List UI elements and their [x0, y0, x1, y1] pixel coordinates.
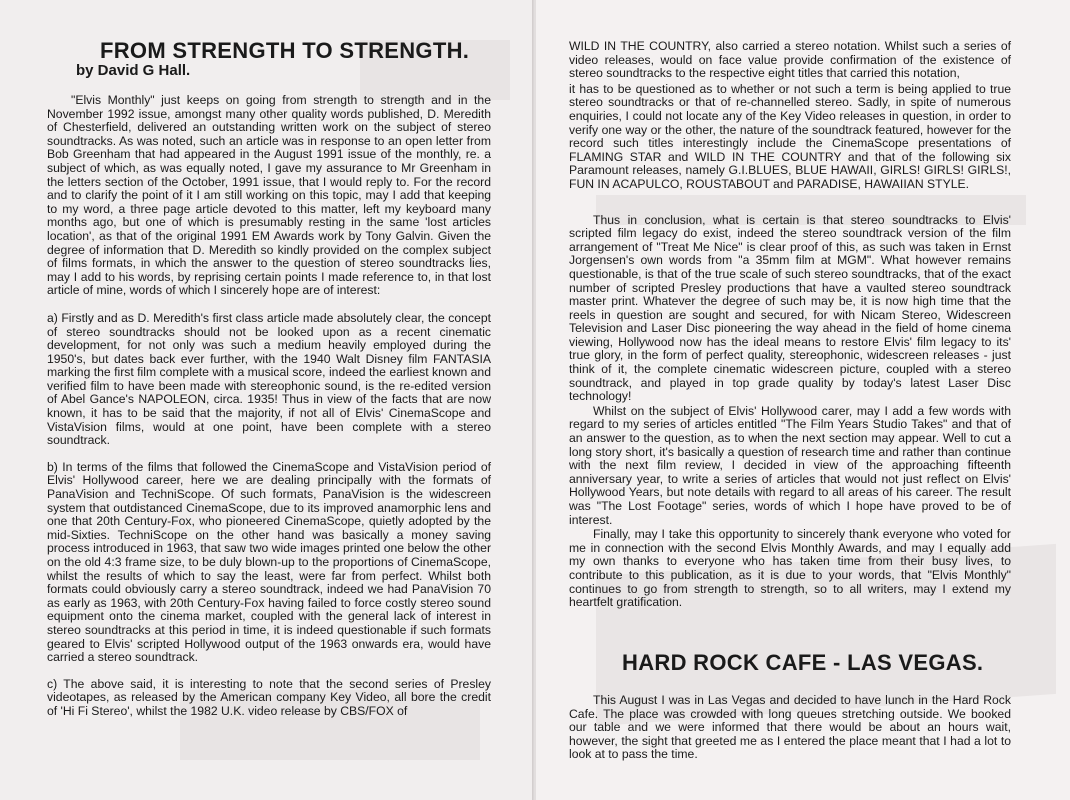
hard-rock-cafe-text — [569, 694, 1011, 775]
left-page — [0, 0, 534, 800]
paragraph: WILD IN THE COUNTRY, also carried a stereo notation. Whilst such a series of video releases, would on face value provide confirmation of the existence of stereo soundtracks to the respective eight titles that carried this notation, — [569, 39, 1011, 81]
paragraph: Finally, may I take this opportunity to sincerely thank everyone who voted for me in connection with the second Elvis Monthly Awards, and may I equally add my own thanks to everyone who has taken time from their busy lives, to contribute to this publication, as it is due to your words, that "Elvis Monthly" continues to go from strength to strength, so to all writers, may I extend my heartfelt gratification. — [569, 527, 1011, 610]
paragraph: "Elvis Monthly" just keeps on going from strength to strength and in the November 1992 issue, amongst many other quality words published, D. Meredith of Chesterfield, delivered an outstanding written work on the subject of stereo soundtracks. As was noted, such an article was in response to an open letter from Bob Greenham that had appeared in the August 1991 issue of the monthly, re. a subject of which, as was equally noted, I gave my assurance to Mr Greenham in the letters section of the October, 1991 issue, that I would reply to. For the record and to clarify the point of it I am still working on this topic, may I add that keeping to my word, a three page article devoted to this matter, left my keyboard many months ago, but one of which is presumably resting in the same 'lost articles location', as that of the original 1991 EM Awards work by Tony Galvin. Given the degree of information that D. Meredith so kindly provided on the complex subject of films formats, in which the answer to the question of stereo soundtracks lies, may I add to his words, by reprising certain points I made reference to, in that lost article of mine, words of which I sincerely hope are of interest: — [47, 93, 491, 298]
paragraph: This August I was in Las Vegas and decided to have lunch in the Hard Rock Cafe. The place was crowded with long queues stretching outside. We booked our table and we were informed that there would be about an hours wait, however, the sight that greeted me as I entered the place meant that I had a lot to look at to pass the time. — [569, 693, 1011, 762]
article-title: HARD ROCK CAFE - LAS VEGAS. — [622, 650, 984, 675]
paragraph: c) The above said, it is interesting to note that the second series of Presley videotapes, as released by the American company Key Video, all bore the credit of 'Hi Fi Stereo', whilst the 1982 U.K. video release by CBS/FOX of — [47, 676, 491, 718]
paragraph: b) In terms of the films that followed the CinemaScope and VistaVision period of Elvis' Hollywood career, here we are dealing principally with the formats of PanaVision and TechniScope. Of such formats, PanaVision is the widescreen system that outdistanced CinemaScope, due to its improved anamorphic lens and one that 20th Century-Fox, who pioneered CinemaScope, quietly adopted by the mid-Sixties. TechniScope on the other hand was basically a money saving process introduced in 1963, that saw two wide images printed one below the other on the old 4:3 frame size, to be duly blown-up to the proportions of CinemaScope, whilst the results of which to say the least, were far from perfect. Whilst both formats could obviously carry a stereo soundtrack, indeed we had PanaVision 70 as early as 1963, with 20th Century-Fox having failed to force costly stereo sound equipment onto the cinema market, coupled with the general lack of interest in stereo soundtracks at this period in time, it is indeed questionable if such formats geared to Elvis' scripted Hollywood output of the 1963 onwards era, would have carried a stereo soundtrack. — [47, 459, 491, 665]
paragraph: Thus in conclusion, what is certain is that stereo soundtracks to Elvis' scripted film legacy do exist, indeed the stereo soundtrack version of the film arrangement of "Treat Me Nice" is clear proof of this, as such was taken in Ernst Jorgensen's own words from "a 35mm film at MGM". What however remains questionable, is that of the true scale of such stereo soundtracks, that of the exact number of scripted Presley productions that have a vaulted stereo soundtrack master print. Whatever the degree of such may be, it is now high time that the reels in question are sought and secured, for with Nicam Stereo, Widescreen Television and Laser Disc pioneering the way ahead in the field of home cinema viewing, Hollywood now has the ideal means to restore Elvis' film legacy to its' true glory, in the form of perfect quality, stereophonic, widescreen releases - just think of it, the complete cinematic widescreen picture, coupled with a stereo soundtrack, and played in top grade quality by today's latest Laser Disc technology! — [569, 212, 1011, 404]
article-byline: by David G Hall. — [76, 62, 191, 79]
article-title: FROM STRENGTH TO STRENGTH. — [100, 38, 470, 63]
left-column-text — [47, 94, 491, 732]
right-column-text — [569, 40, 1011, 623]
paragraph: a) Firstly and as D. Meredith's first class article made absolutely clear, the concept of stereo soundtracks should not be looked upon as a recent cinematic development, for not only was such a medium heavily employed during the 1950's, but dates back ever further, with the 1940 Walt Disney film FANTASIA marking the first film complete with a musical score, indeed the earliest known and verified film to have been made with stereophonic sound, is the re-edited version of Abel Gance's NAPOLEON, circa. 1935! Thus in view of the facts that are now known, it has to be said that the majority, if not all of Elvis' CinemaScope and VistaVision films, would at one point, have been complete with a stereo soundtrack. — [47, 310, 491, 448]
paragraph: it has to be questioned as to whether or not such a term is being applied to true stereo soundtracks or that of re-channelled stereo. Sadly, in spite of numerous enquiries, I could not locate any of the Key Video releases in question, in order to verify one way or the other, the nature of the soundtrack featured, however for the record such titles interestingly include the CinemaScope presentations of FLAMING STAR and WILD IN THE COUNTRY and that of the following six Paramount releases, namely G.I.BLUES, BLUE HAWAII, GIRLS! GIRLS! GIRLS!, FUN IN ACAPULCO, ROUSTABOUT and PARADISE, HAWAIIAN STYLE. — [569, 81, 1011, 191]
paragraph: Whilst on the subject of Elvis' Hollywood carer, may I add a few words with regard to my series of articles entitled "The Film Years Studio Takes" and that of an answer to the question, as to when the next section may appear. Well to cut a long story short, it's basically a question of research time and rather than continue with the next film review, I decided in view of the approaching fifteenth anniversary year, to write a series of articles that would not just reflect on Elvis' Hollywood Years, but note details with regard to all areas of his career. The result was "The Lost Footage" series, words of which I hope have proved to be of interest. — [569, 403, 1011, 527]
